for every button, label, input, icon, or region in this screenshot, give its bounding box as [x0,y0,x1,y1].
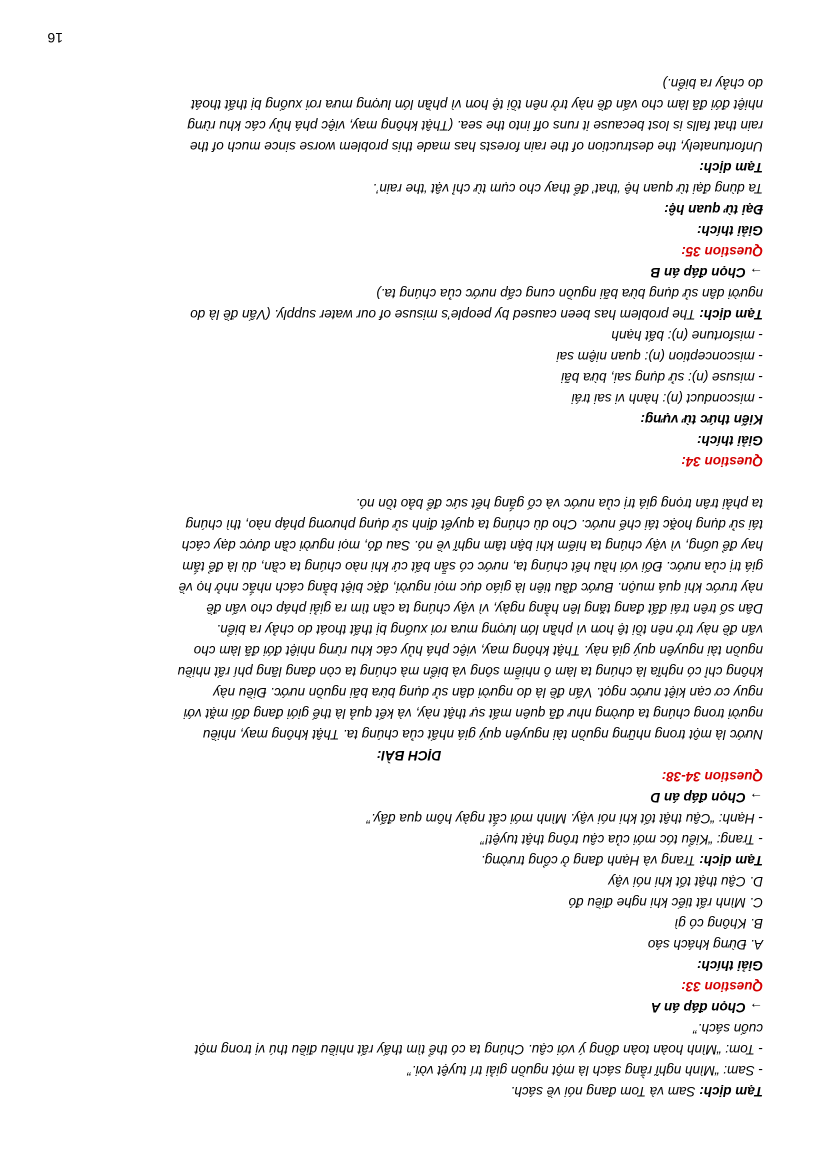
p1-line: nguồn tài nguyên quý giá này. Thật không may, việc phá hủy các khu rừng nhiệt đới đã làm cho [193,643,763,658]
q34-vocab-item: - misfortune (n): bất hạnh [611,328,763,343]
p2-line: giá trị của nước. Đối với hầu hết chúng ta, nước có sẵn bất cứ khi nào chúng ta cần, dù là để tắm [182,559,763,574]
translation-paragraph-2 [55,493,763,619]
p2-line: ta phải trân trọng giá trị của nước và cố gắng hết sức để bảo tồn nó. [355,496,763,511]
q34-kien-thuc: Kiến thức từ vựng: [640,412,763,427]
q33-block-sam: - Sam: “Mình nghĩ rằng sách là một nguồn giải trí tuyệt vời.” [407,1063,763,1078]
q34-38-heading: Question 34-38: [661,769,763,784]
p1-line: không chỉ có nghĩa là chúng ta làm ô nhiễm sông và biển mà chúng ta còn đang lãng phí rất nhiều [177,664,763,679]
p1-line: nguy cơ cạn kiệt nước ngọt. Vấn đề là do người dân sử dụng bừa bãi nguồn nước. Điều này [213,685,763,700]
p1-line: người trong chúng ta dường như đã quên mất sự thật này, và kết quả là thế giới đang đối mặt với [183,706,763,721]
q34-vocab-item: - misconduct (n): hành vi sai trái [571,391,763,406]
p1-line: vấn đề này trở nên tồi tệ hơn vì phần lớn lượng mưa rơi xuống bị thất thoát do chảy ra biển. [216,622,763,637]
q33-block-answer: → Chọn đáp án A [651,1000,763,1015]
q35-text-line: rain that falls is lost because it runs off into the sea. (Thật không may, việc phá hủy các khu rừng [187,118,763,133]
p2-line: tái sử dụng hoặc tái chế nước. Cho dù chúng ta quyết định sử dụng phương pháp nào, thì chúng [185,517,763,532]
q35-tam-dich-label: Tạm dịch: [699,160,763,175]
q33-block-tam-dich: Tạm dịch: Sam và Tom đang nói về sách. [510,1084,763,1099]
q34-heading: Question 34: [681,454,763,469]
q34-tam-dich: Tạm dịch: The problem has been caused by people’s misuse of our water supply. (Vấn đề là do [190,307,763,322]
q35-text-line: do chảy ra biển.) [662,76,763,91]
q33-option-a: A. Đừng khách sáo [647,937,763,952]
q33-hanh: - Hạnh: “Cậu thật tốt khi nói vậy. Mình mới cắt ngày hôm qua đấy.” [366,811,763,826]
dich-bai-title: DỊCH BÀI: [376,748,442,763]
q34-answer: → Chọn đáp án B [650,265,763,280]
page-number: 16 [47,30,63,46]
q33-giai-thich: Giải thích: [696,958,763,973]
q33-option-d: D. Cậu thật tốt khi nói vậy [608,874,763,889]
p2-line: này trước khi quá muộn. Bước đầu tiên là giáo dục mọi người, đặc biệt bằng cách nhắc nhở họ về [178,580,763,595]
q35-text-line: Unfortunately, the destruction of the rain forests has made this problem worse since much of the [189,139,763,154]
q35-explain: Ta dùng đại từ quan hệ ‘that’ để thay cho cụm từ chỉ vật ‘the rain’. [372,181,763,196]
spacer [55,472,763,493]
p2-line: hay để uống, vì vậy chúng ta hiếm khi bận tâm nghĩ về nó. Sau đó, mọi người cần được dạy cách [181,538,763,553]
translation-paragraph-1 [55,619,763,745]
document-content [55,73,763,1102]
q33-option-b: B. Không có gì [674,916,763,931]
q35-text-line: nhiệt đới đã làm cho vấn đề này trở nên tồi tệ hơn vì phần lớn lượng mưa rơi xuống bị thất thoát [191,97,763,112]
q33-block-tom-1: - Tom: “Mình hoàn toàn đồng ý với cậu. Chúng ta có thể tìm thấy rất nhiều điều thú vị trong một [194,1042,763,1057]
q35-giai-thich: Giải thích: [696,223,763,238]
q34-vocab-item: - misconception (n): quan niệm sai [556,349,763,364]
q33-block-tom-2: cuốn sách.” [693,1021,763,1036]
q34-giai-thich: Giải thích: [696,433,763,448]
q33-option-c: C. Mình rất tiếc khi nghe điều đó [568,895,763,910]
q35-dai-tu: Đại từ quan hệ: [664,202,763,217]
q34-tam-dich-2: người dân sử dụng bừa bãi nguồn cung cấp nước của chúng ta.) [376,286,763,301]
p1-line: Nước là một trong những nguồn tài nguyên quý giá nhất của chúng ta. Thật không may, nhiều [202,727,763,742]
q35-heading: Question 35: [681,244,763,259]
q33-answer: → Chọn đáp án D [650,790,763,805]
q33-tam-dich: Tạm dịch: Trang và Hạnh đang ở cổng trường. [480,853,763,868]
q33-heading: Question 33: [681,979,763,994]
p2-line: Dân số trên trái đất đang tăng lên hằng ngày, vì vậy chúng ta cần tìm ra giải pháp cho vấn đề [206,601,763,616]
q33-trang: - Trang: “Kiểu tóc mới của cậu trông thật tuyệt!” [480,832,763,847]
q34-vocab-item: - misuse (n): sử dụng sai, bừa bãi [561,370,763,385]
